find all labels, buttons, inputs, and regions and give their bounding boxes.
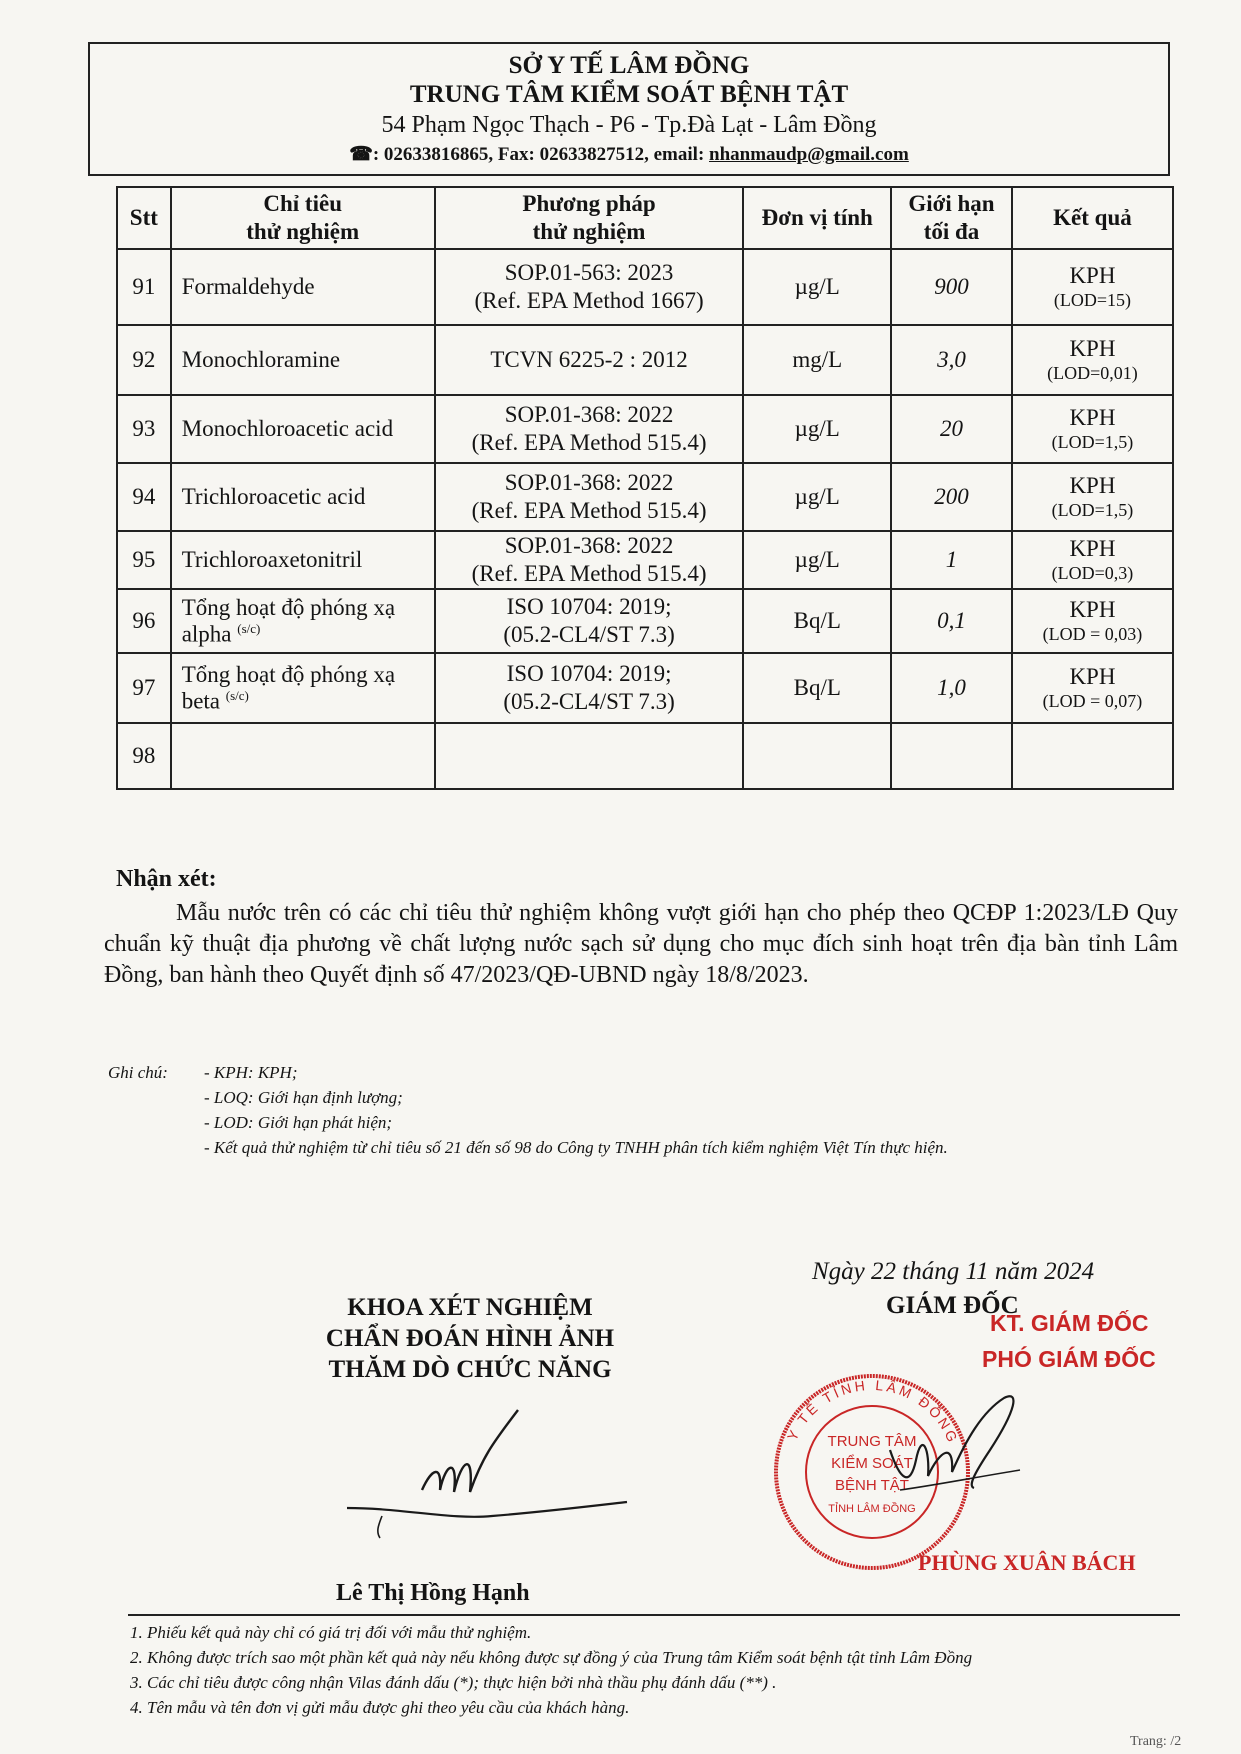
cell-limit: 200 — [891, 463, 1012, 531]
cell-indicator: Monochloramine — [171, 325, 435, 395]
right-signer-name: PHÙNG XUÂN BÁCH — [918, 1550, 1136, 1575]
footer-divider — [128, 1614, 1180, 1616]
dept-line: THĂM DÒ CHỨC NĂNG — [328, 1356, 612, 1383]
svg-text:BỆNH TẬT: BỆNH TẬT — [835, 1477, 909, 1494]
cell-result — [1012, 723, 1173, 789]
org-contact — [90, 140, 1168, 170]
cell-limit: 900 — [891, 249, 1012, 325]
cell-indicator: Formaldehyde — [171, 249, 435, 325]
header-unit: Đơn vị tính — [743, 187, 891, 249]
footer-item: 2. Không được trích sao một phần kết quả này nếu không được sự đồng ý của Trung tâm Kiểm soát bệnh tật tỉnh Lâm Đồng — [130, 1648, 973, 1667]
department-title — [270, 1292, 670, 1385]
left-signer-name: Lê Thị Hồng Hạnh — [336, 1580, 530, 1606]
cell-unit: µg/L — [743, 531, 891, 589]
table-row — [117, 325, 1173, 395]
remarks-text: Mẫu nước trên có các chỉ tiêu thử nghiệm không vượt giới hạn cho phép theo QCĐP 1:2023/LĐ Quy chuẩn kỹ thuật địa phương về chất lượng nước sạch sử dụng cho mục đích sinh hoạt trên địa bàn tỉnh Lâm Đồng, ban hành theo Quyết định số 47/2023/QĐ-UBND ngày 18/8/2023. — [104, 900, 1178, 988]
header-indicator: Chỉ tiêu thử nghiệm — [171, 187, 435, 249]
right-signature — [870, 1390, 1030, 1520]
note-row — [108, 1135, 948, 1160]
cell-stt: 94 — [117, 463, 171, 531]
cell-indicator: Tổng hoạt độ phóng xạ beta $^{(s/c)}$ — [171, 653, 435, 723]
page-number: Trang: /2 — [1130, 1734, 1182, 1749]
header-result: Kết quả — [1012, 187, 1173, 249]
deputy-director-title: PHÓ GIÁM ĐỐC — [982, 1346, 1156, 1372]
cell-result: KPH (LOD=0,3) — [1012, 531, 1173, 589]
note-item: - LOD: Giới hạn phát hiện; — [204, 1113, 393, 1132]
cell-indicator: Trichloroacetic acid — [171, 463, 435, 531]
cell-method: SOP.01-368: 2022 (Ref. EPA Method 515.4) — [435, 463, 744, 531]
note-item: - LOQ: Giới hạn định lượng; — [204, 1088, 403, 1107]
cell-limit: 0,1 — [891, 589, 1012, 653]
cell-unit: µg/L — [743, 463, 891, 531]
cell-method: TCVN 6225-2 : 2012 — [435, 325, 744, 395]
cell-stt: 97 — [117, 653, 171, 723]
cell-method: SOP.01-368: 2022 (Ref. EPA Method 515.4) — [435, 531, 744, 589]
cell-unit — [743, 723, 891, 789]
note-row — [108, 1110, 948, 1135]
header-limit: Giới hạn tối đa — [891, 187, 1012, 249]
remarks-heading: Nhận xét: — [116, 866, 217, 892]
footer-item: 3. Các chỉ tiêu được công nhận Vilas đánh dấu (*); thực hiện bởi nhà thầu phụ đánh dấu (**) . — [130, 1673, 777, 1692]
org-parent: SỞ Y TẾ LÂM ĐỒNG — [508, 52, 750, 79]
svg-text:Y TẾ TỈNH LÂM ĐỒNG: Y TẾ TỈNH LÂM ĐỒNG — [783, 1376, 962, 1447]
cell-indicator: Tổng hoạt độ phóng xạ alpha $^{(s/c)}$ — [171, 589, 435, 653]
table-row — [117, 395, 1173, 463]
table-row — [117, 531, 1173, 589]
cell-result: KPH (LOD=1,5) — [1012, 463, 1173, 531]
org-address: 54 Phạm Ngọc Thạch - P6 - Tp.Đà Lạt - Lâm Đồng — [381, 112, 877, 138]
cell-unit: µg/L — [743, 249, 891, 325]
svg-text:TRUNG TÂM: TRUNG TÂM — [827, 1433, 917, 1450]
sign-date: Ngày 22 tháng 11 năm 2024 — [812, 1258, 1095, 1285]
contact-email[interactable]: nhanmaudp@gmail.com — [709, 144, 909, 165]
document-header — [88, 42, 1170, 176]
footer-notes — [130, 1620, 972, 1720]
note-row — [108, 1060, 948, 1085]
header-stt: Stt — [117, 187, 171, 249]
cell-result: KPH (LOD=15) — [1012, 249, 1173, 325]
notes-label: Ghi chú: — [108, 1063, 168, 1082]
cell-stt: 98 — [117, 723, 171, 789]
cell-indicator: Monochloroacetic acid — [171, 395, 435, 463]
cell-result: KPH (LOD=1,5) — [1012, 395, 1173, 463]
cell-unit: mg/L — [743, 325, 891, 395]
cell-indicator: Trichloroaxetonitril — [171, 531, 435, 589]
table-row — [117, 723, 1173, 789]
cell-stt: 95 — [117, 531, 171, 589]
results-table — [116, 186, 1174, 790]
cell-limit — [891, 723, 1012, 789]
director-title: GIÁM ĐỐC — [886, 1292, 1019, 1319]
cell-method: SOP.01-563: 2023 (Ref. EPA Method 1667) — [435, 249, 744, 325]
org-name: TRUNG TÂM KIỂM SOÁT BỆNH TẬT — [409, 81, 849, 108]
note-row — [108, 1085, 948, 1110]
footer-item: 4. Tên mẫu và tên đơn vị gửi mẫu được ghi theo yêu cầu của khách hàng. — [130, 1698, 630, 1717]
cell-unit: Bq/L — [743, 653, 891, 723]
cell-result: KPH (LOD = 0,03) — [1012, 589, 1173, 653]
cell-result: KPH (LOD = 0,07) — [1012, 653, 1173, 723]
cell-stt: 93 — [117, 395, 171, 463]
table-row — [117, 589, 1173, 653]
table-header-row — [117, 187, 1173, 249]
note-item: - KPH: KPH; — [204, 1063, 298, 1082]
table-row — [117, 463, 1173, 531]
cell-result: KPH (LOD=0,01) — [1012, 325, 1173, 395]
cell-limit: 1 — [891, 531, 1012, 589]
cell-limit: 1,0 — [891, 653, 1012, 723]
table-row — [117, 249, 1173, 325]
svg-text:TỈNH LÂM ĐỒNG: TỈNH LÂM ĐỒNG — [828, 1503, 916, 1515]
cell-method: ISO 10704: 2019; (05.2-CL4/ST 7.3) — [435, 653, 744, 723]
cell-method: SOP.01-368: 2022 (Ref. EPA Method 515.4) — [435, 395, 744, 463]
cell-stt: 91 — [117, 249, 171, 325]
cell-indicator — [171, 723, 435, 789]
cell-limit: 3,0 — [891, 325, 1012, 395]
note-item: - Kết quả thử nghiệm từ chỉ tiêu số 21 đến số 98 do Công ty TNHH phân tích kiểm nghiệm Việt Tín thực hiện. — [204, 1138, 948, 1157]
cell-stt: 92 — [117, 325, 171, 395]
cell-limit: 20 — [891, 395, 1012, 463]
phone-icon: ☎ — [349, 144, 373, 165]
cell-method: ISO 10704: 2019; (05.2-CL4/ST 7.3) — [435, 589, 744, 653]
table-row — [117, 653, 1173, 723]
footer-item: 1. Phiếu kết quả này chỉ có giá trị đối với mẫu thử nghiệm. — [130, 1623, 532, 1642]
cell-method — [435, 723, 744, 789]
contact-text: : 02633816865, Fax: 02633827512, email: — [372, 144, 710, 165]
cell-stt: 96 — [117, 589, 171, 653]
svg-text:KIỂM SOÁT: KIỂM SOÁT — [831, 1455, 913, 1472]
header-method: Phương pháp thử nghiệm — [435, 187, 744, 249]
cell-unit: Bq/L — [743, 589, 891, 653]
left-signature — [342, 1398, 632, 1548]
dept-line: KHOA XÉT NGHIỆM — [347, 1294, 593, 1321]
notes — [108, 1060, 948, 1160]
kt-director-title: KT. GIÁM ĐỐC — [990, 1310, 1149, 1336]
cell-unit: µg/L — [743, 395, 891, 463]
dept-line: CHẨN ĐOÁN HÌNH ẢNH — [325, 1325, 615, 1352]
